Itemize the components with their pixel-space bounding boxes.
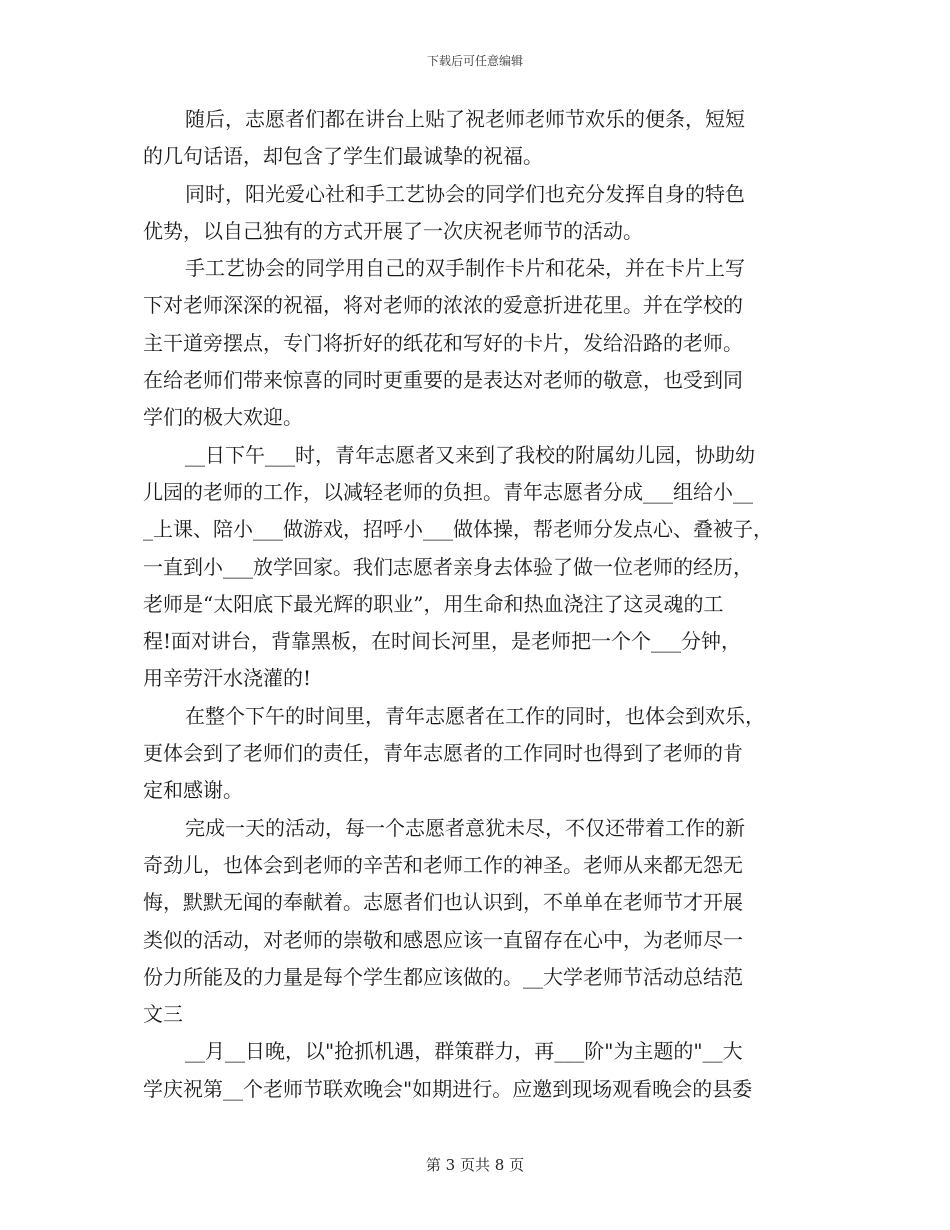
text-line: 学庆祝第__个老师节联欢晚会"如期进行。应邀到现场观看晚会的县委 — [143, 1076, 753, 1101]
text-line: 用辛劳汗水浇灌的! — [143, 666, 312, 691]
document-body — [143, 101, 808, 1108]
text-line: 文三 — [143, 1002, 183, 1027]
text-line: 程!面对讲台，背靠黑板，在时间长河里，是老师把一个个___分钟， — [143, 629, 742, 654]
text-line: __月__日晚，以"抢抓机遇，群策群力，再___阶"为主题的"__大 — [185, 1039, 743, 1064]
text-line: 儿园的老师的工作，以减轻老师的负担。青年志愿者分成___组给小__ — [143, 479, 753, 504]
text-line: 更体会到了老师们的责任，青年志愿者的工作同时也得到了老师的肯 — [143, 741, 743, 766]
text-line: 在给老师们带来惊喜的同时更重要的是表达对老师的敬意，也受到同 — [143, 368, 743, 393]
text-line: 类似的活动，对老师的崇敬和感恩应该一直留存在心中，为老师尽一 — [143, 927, 743, 952]
page-header: 下载后可任意编辑 — [426, 54, 523, 68]
text-line: 的几句话语，却包含了学生们最诚挚的祝福。 — [143, 144, 543, 169]
text-line: 份力所能及的力量是每个学生都应该做的。__大学老师节活动总结范 — [143, 964, 743, 989]
page-footer: 第 3 页共 8 页 — [425, 1156, 525, 1174]
text-line: 悔，默默无闻的奉献着。志愿者们也认识到，不单单在老师节才开展 — [143, 890, 743, 915]
text-line: 一直到小___放学回家。我们志愿者亲身去体验了做一位老师的经历， — [143, 554, 753, 579]
text-line: 手工艺协会的同学用自己的双手制作卡片和花朵，并在卡片上写 — [185, 256, 745, 281]
text-line: 下对老师深深的祝福，将对老师的浓浓的爱意折进花里。并在学校的 — [143, 293, 743, 318]
paragraph — [143, 101, 808, 176]
text-line: 在整个下午的时间里，青年志愿者在工作的同时，也体会到欢乐， — [185, 703, 765, 728]
text-line: 主干道旁摆点，专门将折好的纸花和写好的卡片，发给沿路的老师。 — [143, 330, 743, 355]
paragraph — [143, 250, 808, 436]
text-line: 完成一天的活动，每一个志愿者意犹未尽，不仅还带着工作的新 — [185, 815, 745, 840]
paragraph — [143, 1033, 808, 1108]
text-line: 定和感谢。 — [143, 778, 243, 803]
paragraph — [143, 698, 808, 810]
text-line: 老师是“太阳底下最光辉的职业”，用生命和热血浇注了这灵魂的工 — [143, 591, 724, 616]
text-line: 优势，以自己独有的方式开展了一次庆祝老师节的活动。 — [143, 218, 643, 243]
paragraph — [143, 437, 808, 698]
text-line: 随后，志愿者们都在讲台上贴了祝老师老师节欢乐的便条，短短 — [185, 107, 745, 131]
text-line: 奇劲儿，也体会到老师的辛苦和老师工作的神圣。老师从来都无怨无 — [143, 852, 743, 877]
paragraph — [143, 176, 808, 251]
text-line: 同时，阳光爱心社和手工艺协会的同学们也充分发挥自身的特色 — [185, 181, 745, 206]
paragraph — [143, 810, 808, 1034]
text-line: 学们的极大欢迎。 — [143, 405, 303, 430]
text-line: __日下午___时，青年志愿者又来到了我校的附属幼儿园，协助幼 — [185, 442, 755, 467]
text-line: _上课、陪小___做游戏，招呼小___做体操，帮老师分发点心、叠被子， — [143, 517, 773, 542]
